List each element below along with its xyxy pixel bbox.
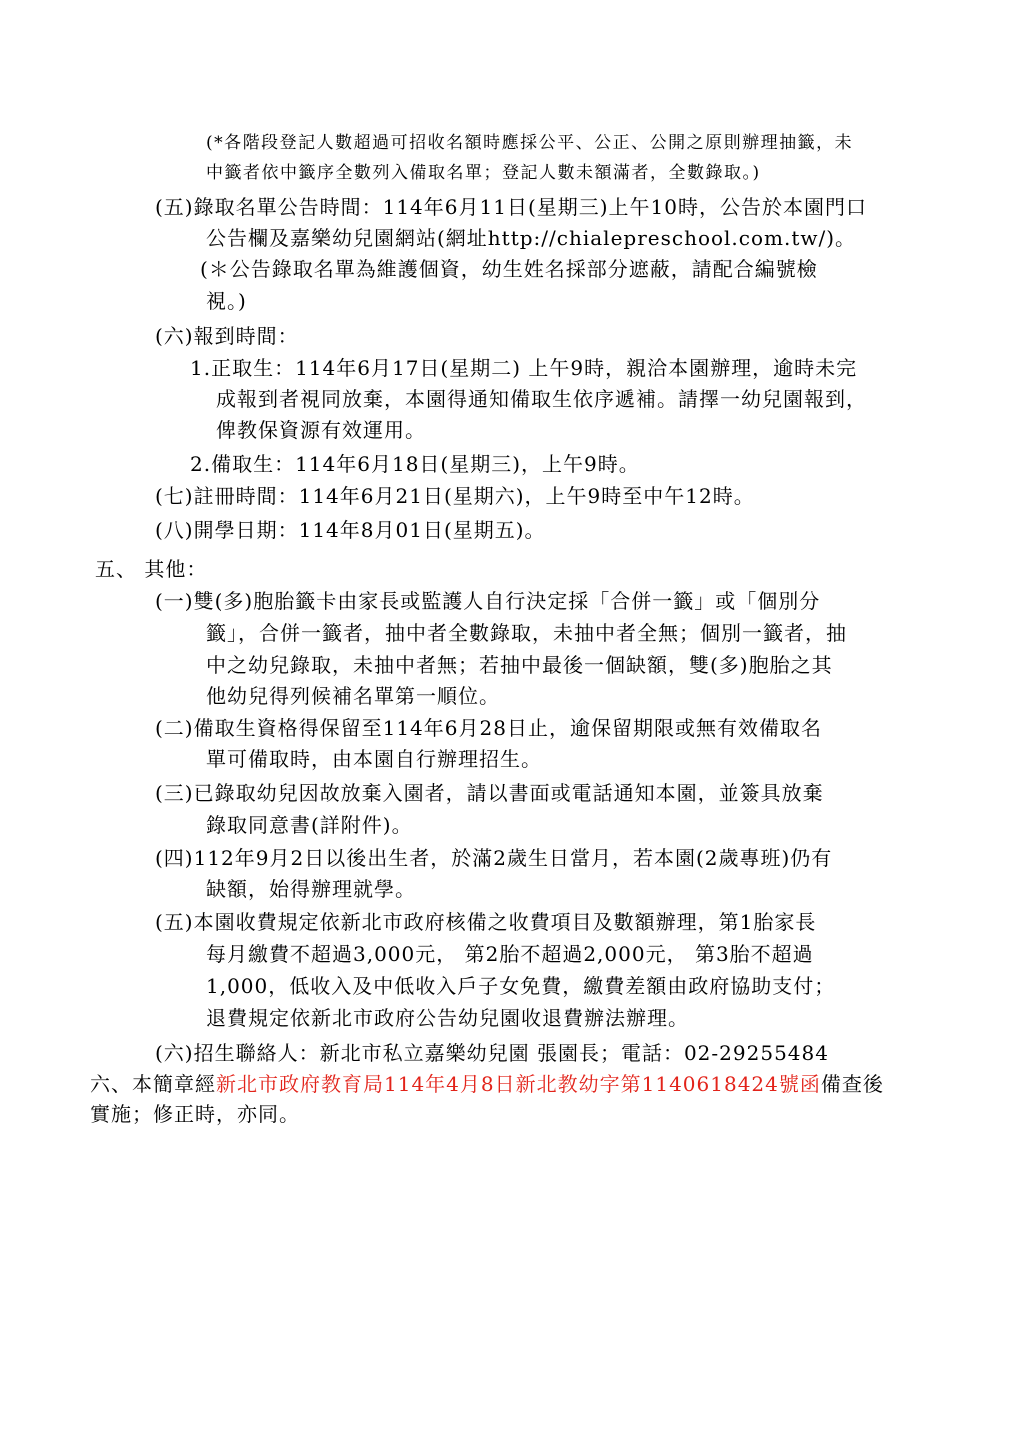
section5-p3-line-1: (三)已錄取幼兒因故放棄入園者，請以書面或電話通知本園，並簽具放棄 xyxy=(155,781,824,805)
item5-line-3: (＊公告錄取名單為維護個資，幼生姓名採部分遮蔽，請配合編號檢 xyxy=(200,257,818,281)
section5-p5-line-4: 退費規定依新北市政府公告幼兒園收退費辦法辦理。 xyxy=(206,1006,689,1030)
lottery-note-line-1: (*各階段登記人數超過可招收名額時應採公平、公正、公開之原則辦理抽籤，未 xyxy=(206,133,854,153)
section5-p1-line-2: 籤」，合併一籤者，抽中者全數錄取，未抽中者全無；個別一籤者，抽 xyxy=(206,621,847,645)
item6-sub1-line-1: 1.正取生：114年6月17日(星期二) 上午9時，親洽本園辦理，逾時未完 xyxy=(190,356,858,380)
section5-p2-line-2: 單可備取時，由本園自行辦理招生。 xyxy=(206,747,542,771)
section5-p5-line-1: (五)本園收費規定依新北市政府核備之收費項目及數額辦理，第1胎家長 xyxy=(155,910,817,934)
section5-p6-contact: (六)招生聯絡人：新北市私立嘉樂幼兒園 張園長；電話：02-29255484 xyxy=(155,1041,829,1065)
item6-heading: (六)報到時間： xyxy=(155,324,299,348)
item5-line-2: 公告欄及嘉樂幼兒園網站(網址http://chialepreschool.com.tw/)。 xyxy=(206,226,857,250)
section6-approval-reference: 新北市政府教育局114年4月8日新北教幼字第1140618424號函 xyxy=(216,1072,821,1096)
section6-line-1 xyxy=(90,1071,884,1097)
item6-sub2: 2.備取生：114年6月18日(星期三)，上午9時。 xyxy=(190,452,640,476)
section5-p5-line-2: 每月繳費不超過3,000元， 第2胎不超過2,000元， 第3胎不超過 xyxy=(206,942,814,966)
section5-p3-line-2: 錄取同意書(詳附件)。 xyxy=(206,813,413,837)
section5-p5-line-3: 1,000，低收入及中低收入戶子女免費，繳費差額由政府協助支付； xyxy=(206,974,836,998)
lottery-note-line-2: 中籤者依中籤序全數列入備取名單；登記人數未額滿者，全數錄取。) xyxy=(206,163,761,183)
item5-line-1: (五)錄取名單公告時間：114年6月11日(星期三)上午10時，公告於本園門口 xyxy=(155,195,868,219)
section5-p2-line-1: (二)備取生資格得保留至114年6月28日止，逾保留期限或無有效備取名 xyxy=(155,716,822,740)
section5-heading: 五、 其他： xyxy=(95,557,208,581)
section5-p1-line-3: 中之幼兒錄取，未抽中者無；若抽中最後一個缺額，雙(多)胞胎之其 xyxy=(206,653,833,677)
item6-sub1-line-3: 俾教保資源有效運用。 xyxy=(216,418,426,442)
section6-prefix: 六、本簡章經 xyxy=(90,1072,216,1096)
item6-sub1-line-2: 成報到者視同放棄，本園得通知備取生依序遞補。請擇一幼兒園報到， xyxy=(216,387,867,411)
section6-line-2: 實施；修正時，亦同。 xyxy=(90,1102,300,1126)
item8-school-start: (八)開學日期：114年8月01日(星期五)。 xyxy=(155,518,546,542)
section6-suffix: 備查後 xyxy=(820,1072,884,1096)
section5-p1-line-4: 他幼兒得列候補名單第一順位。 xyxy=(206,684,500,708)
section5-p1-line-1: (一)雙(多)胞胎籤卡由家長或監護人自行決定採「合併一籤」或「個別分 xyxy=(155,589,821,613)
section5-p4-line-1: (四)112年9月2日以後出生者，於滿2歲生日當月，若本園(2歲專班)仍有 xyxy=(155,846,833,870)
item7-registration: (七)註冊時間：114年6月21日(星期六)，上午9時至中午12時。 xyxy=(155,484,755,508)
item5-line-4: 視。) xyxy=(206,289,247,313)
section5-p4-line-2: 缺額，始得辦理就學。 xyxy=(206,877,416,901)
